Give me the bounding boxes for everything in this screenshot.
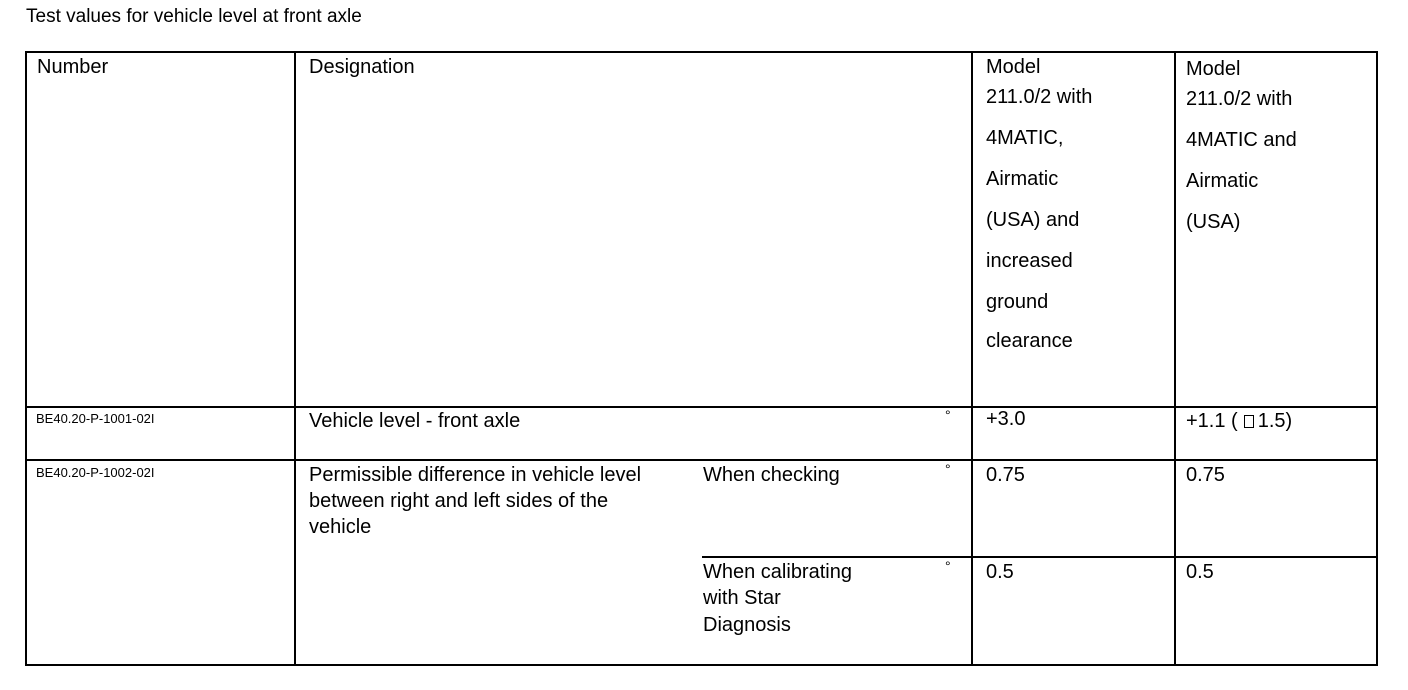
header-designation: Designation xyxy=(309,56,415,78)
condition-line: Diagnosis xyxy=(703,614,791,636)
table-divider xyxy=(971,51,973,666)
header-line: 211.0/2 with xyxy=(1186,88,1293,110)
row2-sub2-unit: ° xyxy=(945,558,951,574)
box-symbol-icon xyxy=(1244,415,1254,428)
row1-value-a: +3.0 xyxy=(986,408,1026,430)
row1-value-b-suffix: 1.5) xyxy=(1257,410,1293,432)
header-line: clearance xyxy=(986,330,1073,352)
designation-line: Permissible difference in vehicle level xyxy=(309,464,642,486)
header-line: 211.0/2 with xyxy=(986,86,1093,108)
condition-line: When calibrating xyxy=(703,561,852,583)
header-line: (USA) and xyxy=(986,209,1080,231)
row1-value-b xyxy=(1186,408,1292,434)
header-line: 4MATIC, xyxy=(986,127,1064,149)
table-divider xyxy=(25,406,1378,408)
row2-sub1-value-b: 0.75 xyxy=(1186,464,1225,486)
row2-sub2-condition xyxy=(703,559,852,639)
header-line: Model xyxy=(1186,58,1241,80)
header-line: (USA) xyxy=(1186,211,1241,233)
header-line: 4MATIC and xyxy=(1186,129,1297,151)
header-line: ground xyxy=(986,291,1049,313)
header-line: increased xyxy=(986,250,1073,272)
condition-line: with Star xyxy=(703,587,781,609)
table-divider xyxy=(25,459,1378,461)
designation-line: vehicle xyxy=(309,516,372,538)
row2-sub2-value-b: 0.5 xyxy=(1186,561,1214,583)
row1-value-b-prefix: +1.1 ( xyxy=(1186,410,1238,432)
header-line: Airmatic xyxy=(1186,170,1259,192)
row2-sub1-unit: ° xyxy=(945,461,951,477)
designation-line: between right and left sides of the xyxy=(309,490,609,512)
row2-sub2-value-a: 0.5 xyxy=(986,561,1014,583)
header-model-standard xyxy=(1186,56,1297,239)
table-divider xyxy=(1174,51,1176,666)
row1-unit: ° xyxy=(945,407,951,423)
table-divider xyxy=(294,51,296,666)
row2-number: BE40.20-P-1002-02I xyxy=(36,465,155,480)
row1-number: BE40.20-P-1001-02I xyxy=(36,411,155,426)
table-divider xyxy=(702,556,1378,558)
row2-sub1-condition: When checking xyxy=(703,464,840,486)
row2-sub1-value-a: 0.75 xyxy=(986,464,1025,486)
row1-designation: Vehicle level - front axle xyxy=(309,410,521,432)
header-model-increased-clearance xyxy=(986,54,1092,358)
page-title: Test values for vehicle level at front axle xyxy=(26,6,362,27)
header-line: Model xyxy=(986,56,1041,78)
row2-designation xyxy=(309,462,641,540)
header-number: Number xyxy=(37,56,109,78)
header-line: Airmatic xyxy=(986,168,1059,190)
